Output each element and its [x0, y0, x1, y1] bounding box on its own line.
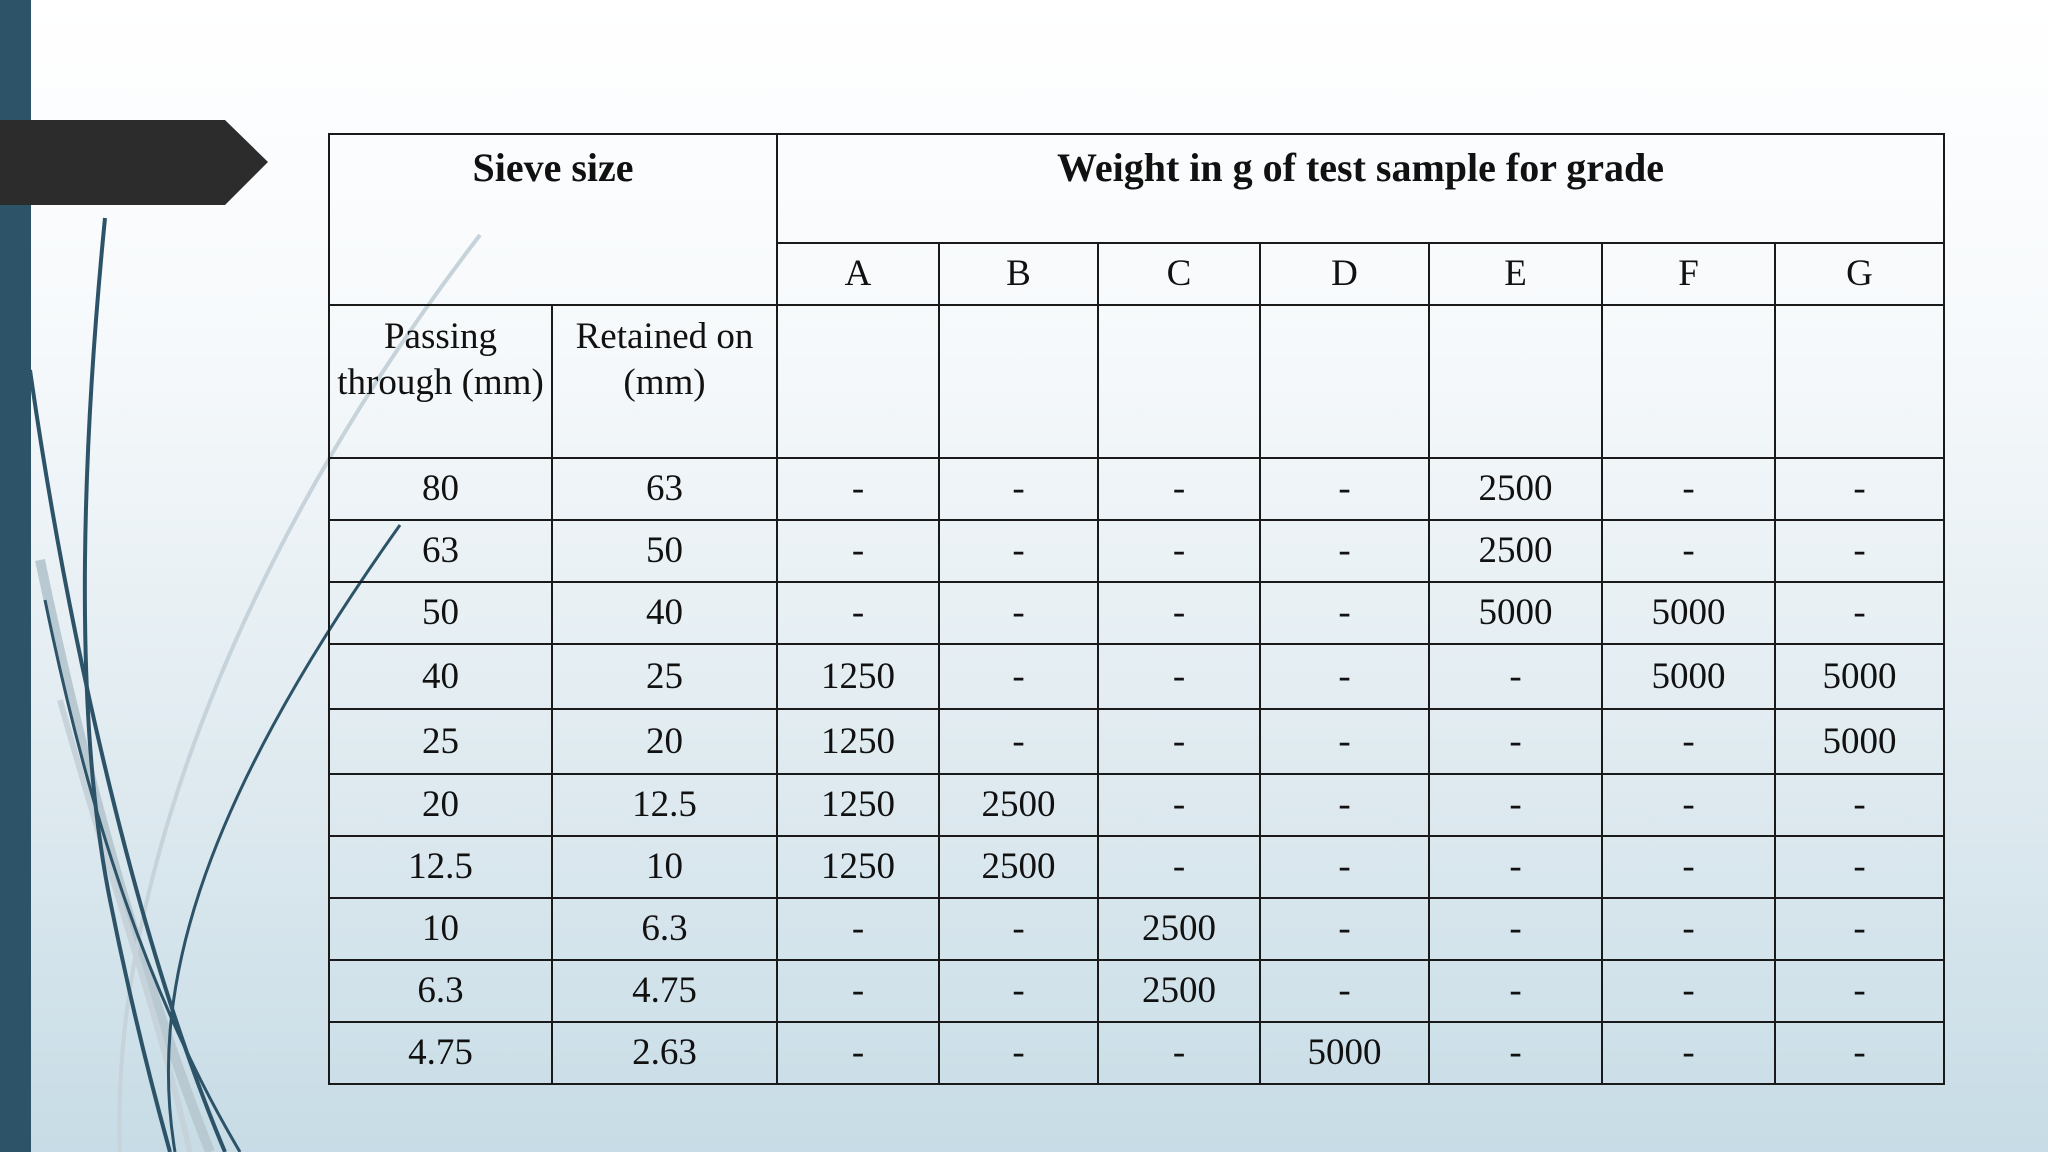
- weight-cell: -: [1098, 1022, 1260, 1084]
- table-row: [329, 458, 1944, 520]
- grade-header-g: G: [1775, 243, 1944, 305]
- passing-cell: 12.5: [329, 836, 552, 898]
- weight-cell: -: [1602, 709, 1775, 774]
- weight-cell: 2500: [939, 774, 1098, 836]
- retained-cell: 63: [552, 458, 777, 520]
- weight-cell: -: [1098, 644, 1260, 709]
- grade-header-b: B: [939, 243, 1098, 305]
- weight-cell: -: [1098, 774, 1260, 836]
- weight-cell: -: [1602, 898, 1775, 960]
- weight-cell: 2500: [1429, 458, 1602, 520]
- retained-cell: 20: [552, 709, 777, 774]
- weight-cell: -: [1098, 520, 1260, 582]
- retained-cell: 10: [552, 836, 777, 898]
- weight-cell: -: [1260, 582, 1429, 644]
- weight-cell: -: [1602, 458, 1775, 520]
- table-row: [329, 520, 1944, 582]
- weight-cell: -: [1775, 1022, 1944, 1084]
- weight-cell: 1250: [777, 774, 939, 836]
- weight-cell: -: [777, 582, 939, 644]
- weight-cell: -: [777, 1022, 939, 1084]
- weight-cell: -: [1775, 898, 1944, 960]
- retained-cell: 2.63: [552, 1022, 777, 1084]
- weight-cell: 5000: [1602, 644, 1775, 709]
- weight-cell: -: [939, 644, 1098, 709]
- weight-cell: -: [939, 458, 1098, 520]
- empty-cell: [1775, 305, 1944, 458]
- weight-cell: -: [1602, 836, 1775, 898]
- weight-cell: 5000: [1260, 1022, 1429, 1084]
- weight-cell: 2500: [1098, 898, 1260, 960]
- weight-cell: -: [1098, 709, 1260, 774]
- table-row: [329, 836, 1944, 898]
- table-row: [329, 582, 1944, 644]
- passing-cell: 10: [329, 898, 552, 960]
- weight-cell: 5000: [1429, 582, 1602, 644]
- weight-cell: 2500: [1098, 960, 1260, 1022]
- table-row: [329, 960, 1944, 1022]
- empty-cell: [1260, 305, 1429, 458]
- table-row: [329, 644, 1944, 709]
- weight-cell: -: [1602, 1022, 1775, 1084]
- table-row: [329, 898, 1944, 960]
- weight-cell: -: [1429, 960, 1602, 1022]
- weight-cell: -: [1602, 774, 1775, 836]
- weight-cell: -: [1260, 836, 1429, 898]
- grade-header-c: C: [1098, 243, 1260, 305]
- weight-cell: -: [1260, 520, 1429, 582]
- weight-cell: -: [1602, 960, 1775, 1022]
- retained-header: Retained on (mm): [552, 305, 777, 458]
- weight-cell: 2500: [1429, 520, 1602, 582]
- weight-cell: -: [1098, 458, 1260, 520]
- passing-cell: 50: [329, 582, 552, 644]
- passing-cell: 25: [329, 709, 552, 774]
- weight-cell: -: [1098, 582, 1260, 644]
- weight-cell: -: [1260, 774, 1429, 836]
- passing-cell: 40: [329, 644, 552, 709]
- weight-cell: 5000: [1775, 709, 1944, 774]
- passing-cell: 80: [329, 458, 552, 520]
- weight-cell: -: [939, 582, 1098, 644]
- grade-header-d: D: [1260, 243, 1429, 305]
- weight-cell: -: [1429, 898, 1602, 960]
- grade-header-e: E: [1429, 243, 1602, 305]
- table-body: [329, 458, 1944, 1084]
- weight-cell: -: [1260, 898, 1429, 960]
- weight-cell: -: [777, 898, 939, 960]
- retained-cell: 6.3: [552, 898, 777, 960]
- sieve-weight-table: [328, 133, 1945, 1085]
- empty-cell: [1098, 305, 1260, 458]
- weight-cell: 1250: [777, 709, 939, 774]
- weight-cell: -: [939, 709, 1098, 774]
- weight-cell: 5000: [1775, 644, 1944, 709]
- weight-cell: -: [1775, 458, 1944, 520]
- weight-cell: -: [1775, 774, 1944, 836]
- weight-cell: -: [1429, 644, 1602, 709]
- weight-cell: -: [1098, 836, 1260, 898]
- weight-cell: 1250: [777, 836, 939, 898]
- retained-cell: 4.75: [552, 960, 777, 1022]
- passing-cell: 20: [329, 774, 552, 836]
- empty-cell: [939, 305, 1098, 458]
- weight-cell: -: [1260, 644, 1429, 709]
- weight-cell: -: [1429, 709, 1602, 774]
- retained-cell: 12.5: [552, 774, 777, 836]
- empty-cell: [1429, 305, 1602, 458]
- weight-cell: -: [1429, 836, 1602, 898]
- weight-cell: -: [1775, 836, 1944, 898]
- table-row: [329, 709, 1944, 774]
- weight-cell: -: [1429, 774, 1602, 836]
- sieve-size-header: Sieve size: [329, 134, 777, 305]
- grade-header-a: A: [777, 243, 939, 305]
- empty-cell: [777, 305, 939, 458]
- weight-cell: -: [1775, 960, 1944, 1022]
- passing-cell: 63: [329, 520, 552, 582]
- weight-cell: -: [1260, 458, 1429, 520]
- weight-cell: 5000: [1602, 582, 1775, 644]
- passing-cell: 6.3: [329, 960, 552, 1022]
- table-row: [329, 774, 1944, 836]
- weight-cell: -: [1602, 520, 1775, 582]
- weight-cell: 1250: [777, 644, 939, 709]
- weight-cell: -: [1260, 960, 1429, 1022]
- weight-cell: -: [939, 898, 1098, 960]
- passing-cell: 4.75: [329, 1022, 552, 1084]
- weight-cell: 2500: [939, 836, 1098, 898]
- table-row: [329, 1022, 1944, 1084]
- weight-cell: -: [1260, 709, 1429, 774]
- retained-cell: 40: [552, 582, 777, 644]
- weight-cell: -: [777, 960, 939, 1022]
- passing-header: Passing through (mm): [329, 305, 552, 458]
- weight-cell: -: [939, 1022, 1098, 1084]
- weight-cell: -: [939, 520, 1098, 582]
- empty-cell: [1602, 305, 1775, 458]
- weight-cell: -: [1429, 1022, 1602, 1084]
- grade-header-f: F: [1602, 243, 1775, 305]
- weight-cell: -: [777, 458, 939, 520]
- retained-cell: 50: [552, 520, 777, 582]
- weight-cell: -: [939, 960, 1098, 1022]
- retained-cell: 25: [552, 644, 777, 709]
- weight-cell: -: [1775, 582, 1944, 644]
- weight-cell: -: [1775, 520, 1944, 582]
- weight-header: Weight in g of test sample for grade: [777, 134, 1944, 243]
- weight-cell: -: [777, 520, 939, 582]
- title-pennant: [0, 120, 270, 205]
